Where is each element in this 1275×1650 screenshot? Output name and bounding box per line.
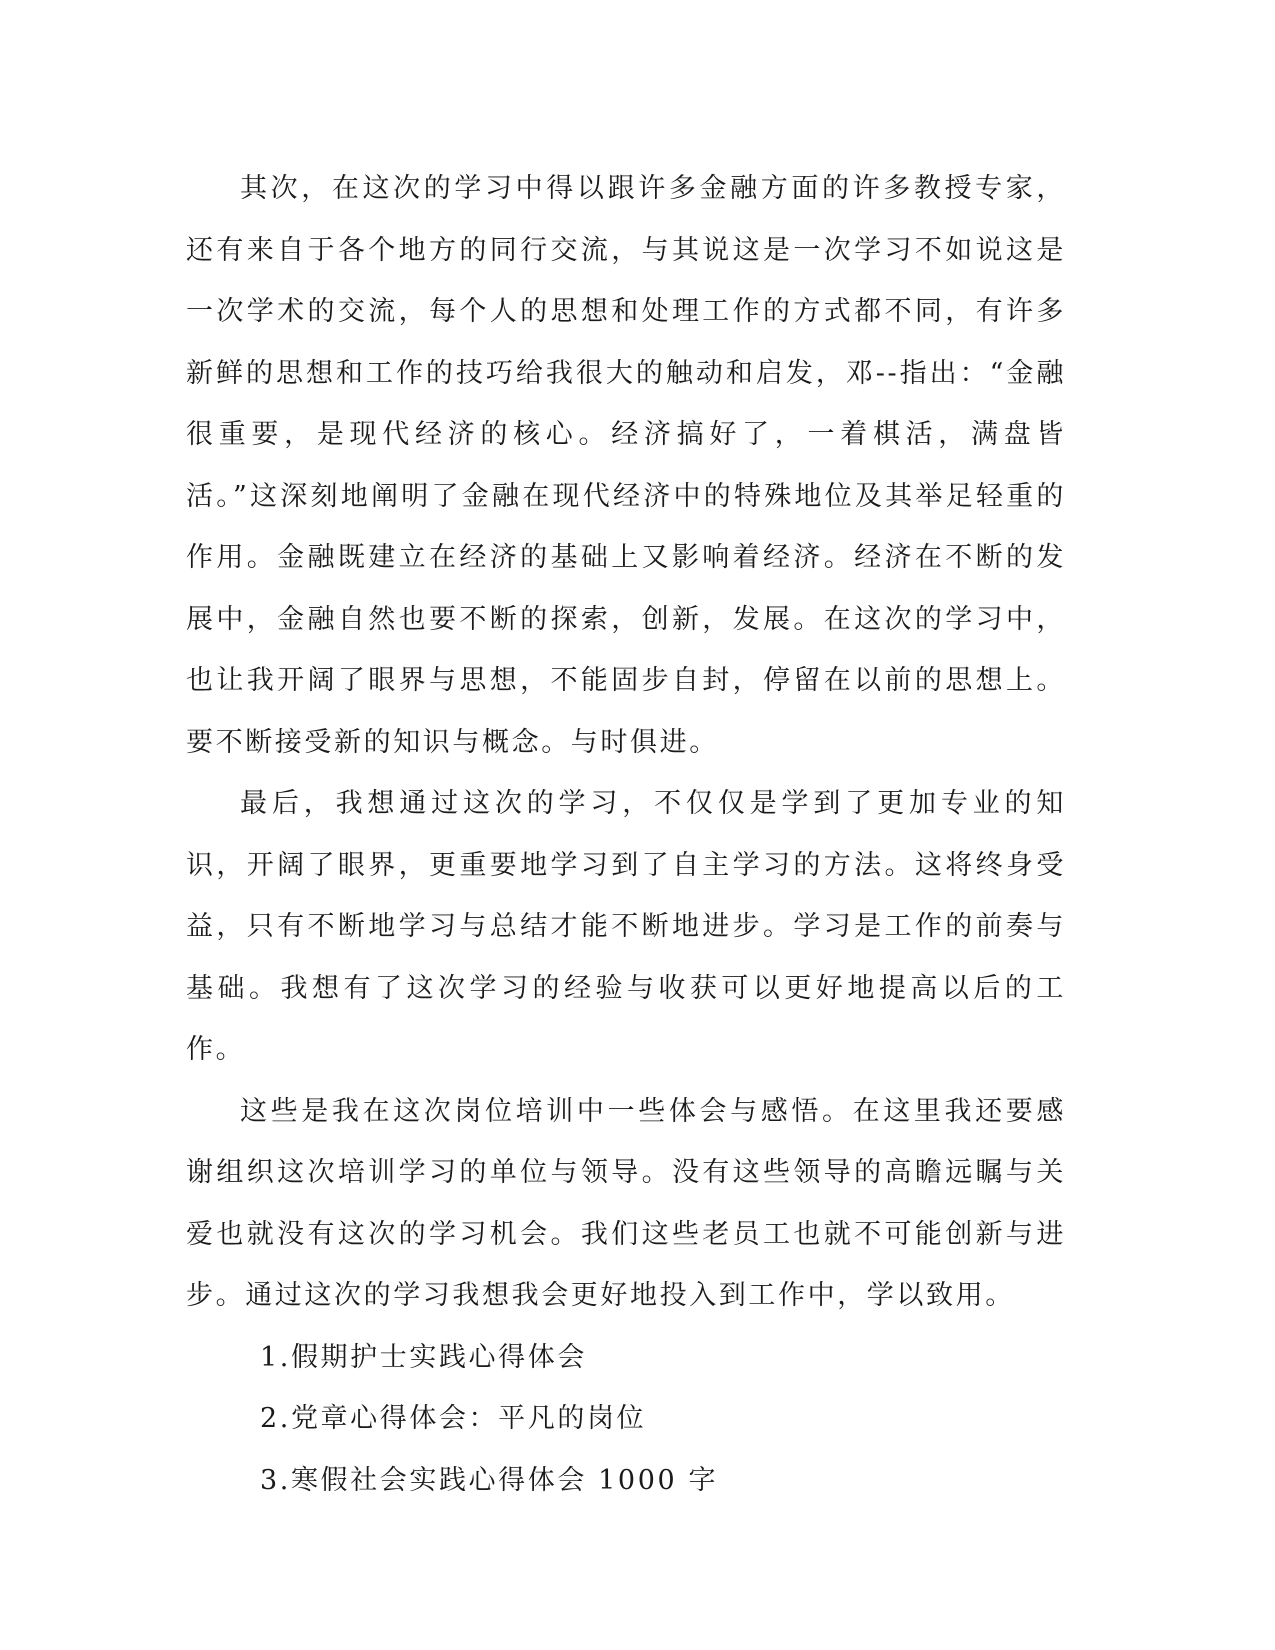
related-link-3[interactable]: 3.寒假社会实践心得体会 1000 字 <box>260 1464 719 1496</box>
related-link-2[interactable]: 2.党章心得体会：平凡的岗位 <box>260 1403 647 1434</box>
related-link-1[interactable]: 1.假期护士实践心得体会 <box>260 1341 587 1373</box>
paragraph-study-exchange: 其次，在这次的学习中得以跟许多金融方面的许多教授专家，还有来自于各个地方的同行交流，与其说这是一次学习不如说这是一次学术的交流，每个人的思想和处理工作的方式都不同，有许多新鲜的思想和工作的技巧给我很大的触动和启发，邓--指出：“金融很重要，是现代经济的核心。经济搞好了，一着棋活，满盘皆活。”这深刻地阐明了金融在现代经济中的特殊地位及其举足轻重的作用。金融既建立在经济的基础上又影响着经济。经济在不断的发展中，金融自然也要不断的探索，创新，发展。在这次的学习中，也让我开阔了眼界与思想，不能固步自封，停留在以前的思想上。要不断接受新的知识与概念。与时俱进。 <box>186 173 1066 758</box>
paragraph-thanks: 这些是我在这次岗位培训中一些体会与感悟。在这里我还要感谢组织这次培训学习的单位与领导。没有这些领导的高瞻远瞩与关爱也就没有这次的学习机会。我们这些老员工也就不可能创新与进步。通过这次的学习我想我会更好地投入到工作中，学以致用。 <box>186 1095 1066 1311</box>
document-body <box>186 158 1066 1511</box>
paragraph-conclusion: 最后，我想通过这次的学习，不仅仅是学到了更加专业的知识，开阔了眼界，更重要地学习到了自主学习的方法。这将终身受益，只有不断地学习与总结才能不断地进步。学习是工作的前奏与基础。我想有了这次学习的经验与收获可以更好地提高以后的工作。 <box>186 788 1066 1065</box>
